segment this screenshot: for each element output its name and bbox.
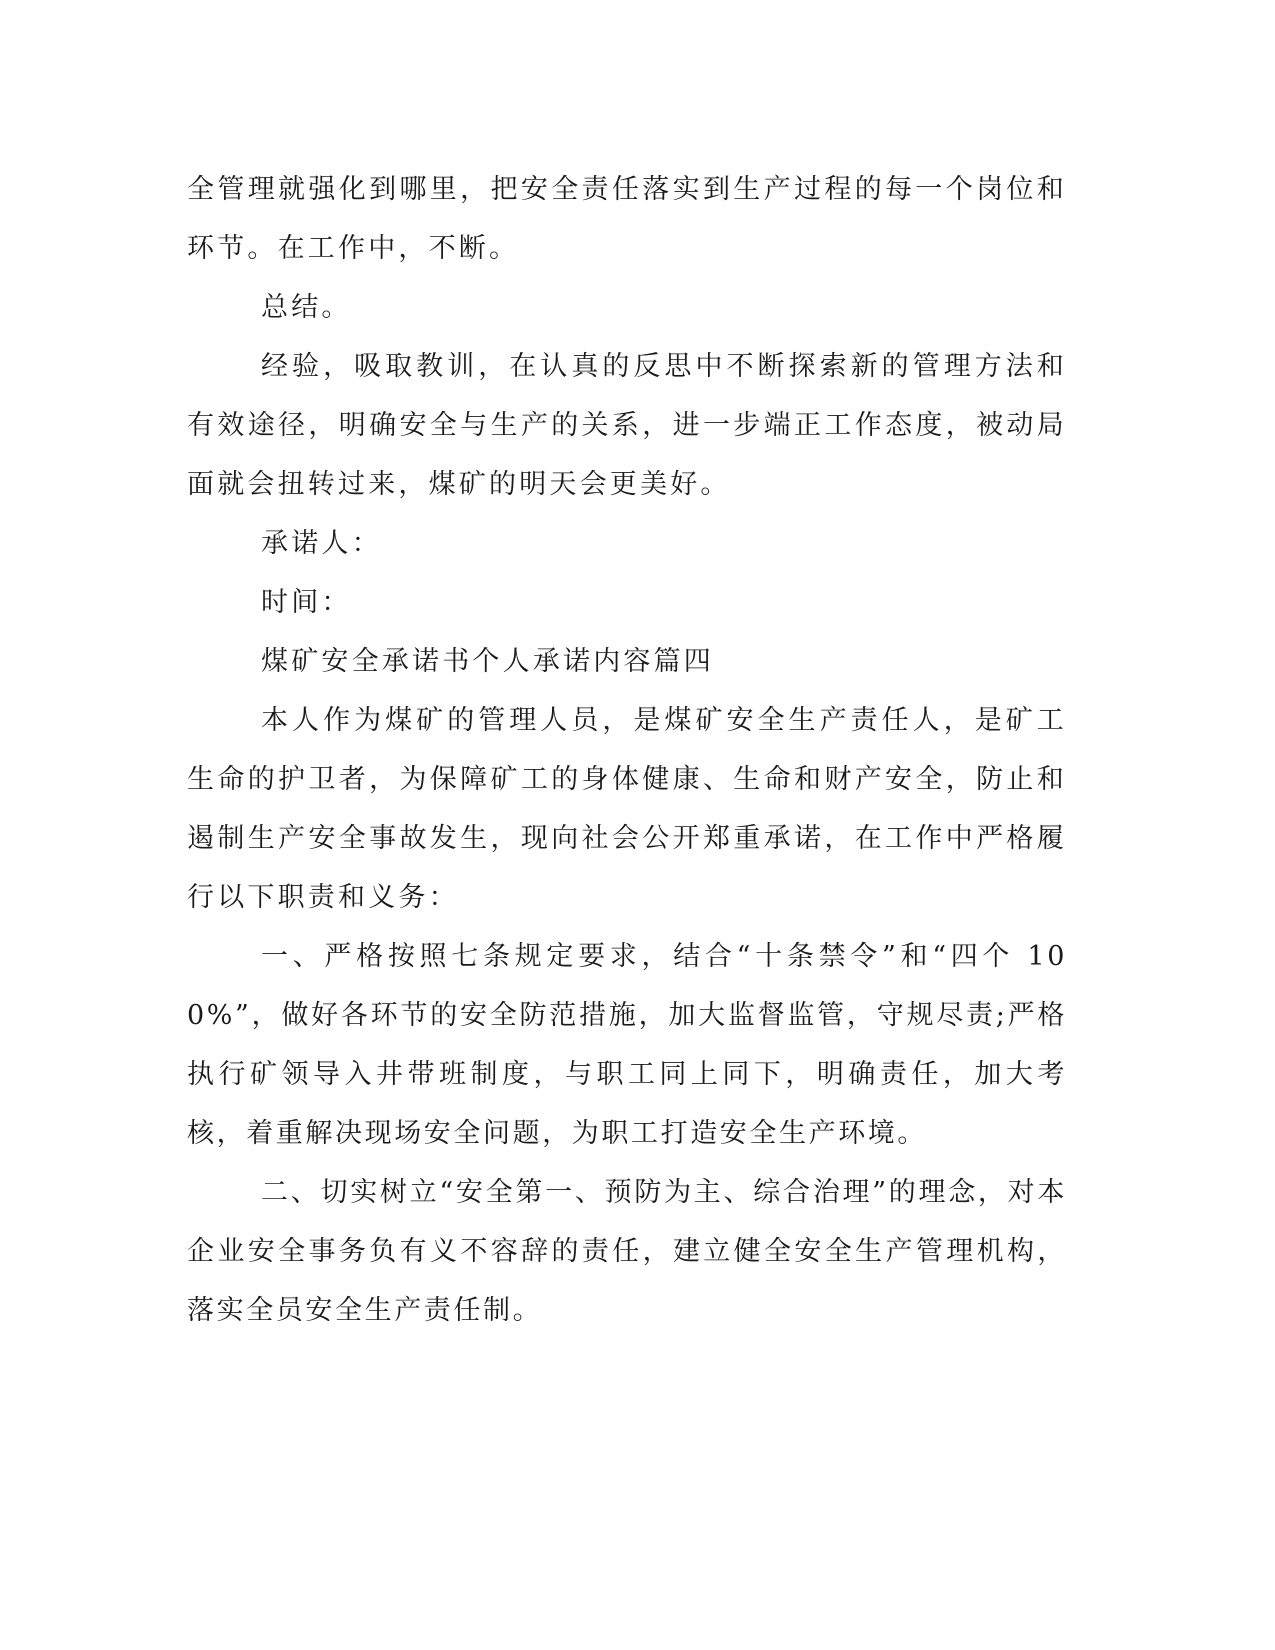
paragraph-item-2: 二、切实树立“安全第一、预防为主、综合治理”的理念，对本企业安全事务负有义不容辞的责任，建立健全安全生产管理机构，落实全员安全生产责任制。 bbox=[187, 1177, 1067, 1326]
document-body bbox=[187, 160, 1067, 1340]
paragraph-commitment-intro: 本人作为煤矿的管理人员，是煤矿安全生产责任人，是矿工生命的护卫者，为保障矿工的身体健康、生命和财产安全，防止和遏制生产安全事故发生，现向社会公开郑重承诺，在工作中严格履行以下职责和义务： bbox=[187, 705, 1067, 913]
date-label: 时间： bbox=[261, 587, 352, 618]
paragraph-experience: 经验，吸取教训，在认真的反思中不断探索新的管理方法和有效途径，明确安全与生产的关系，进一步端正工作态度，被动局面就会扭转过来，煤矿的明天会更美好。 bbox=[187, 351, 1067, 500]
section-heading: 煤矿安全承诺书个人承诺内容篇四 bbox=[261, 646, 714, 677]
paragraph-item-1: 一、严格按照七条规定要求，结合“十条禁令”和“四个 100%”，做好各环节的安全防范措施，加大监督监管，守规尽责;严格执行矿领导入井带班制度，与职工同上同下，明确责任，加大考核，着重解决现场安全问题，为职工打造安全生产环境。 bbox=[187, 941, 1067, 1149]
promisor-label: 承诺人： bbox=[261, 528, 382, 559]
paragraph-summary: 总结。 bbox=[261, 292, 352, 323]
paragraph-continuation: 全管理就强化到哪里，把安全责任落实到生产过程的每一个岗位和环节。在工作中，不断。 bbox=[187, 174, 1067, 264]
